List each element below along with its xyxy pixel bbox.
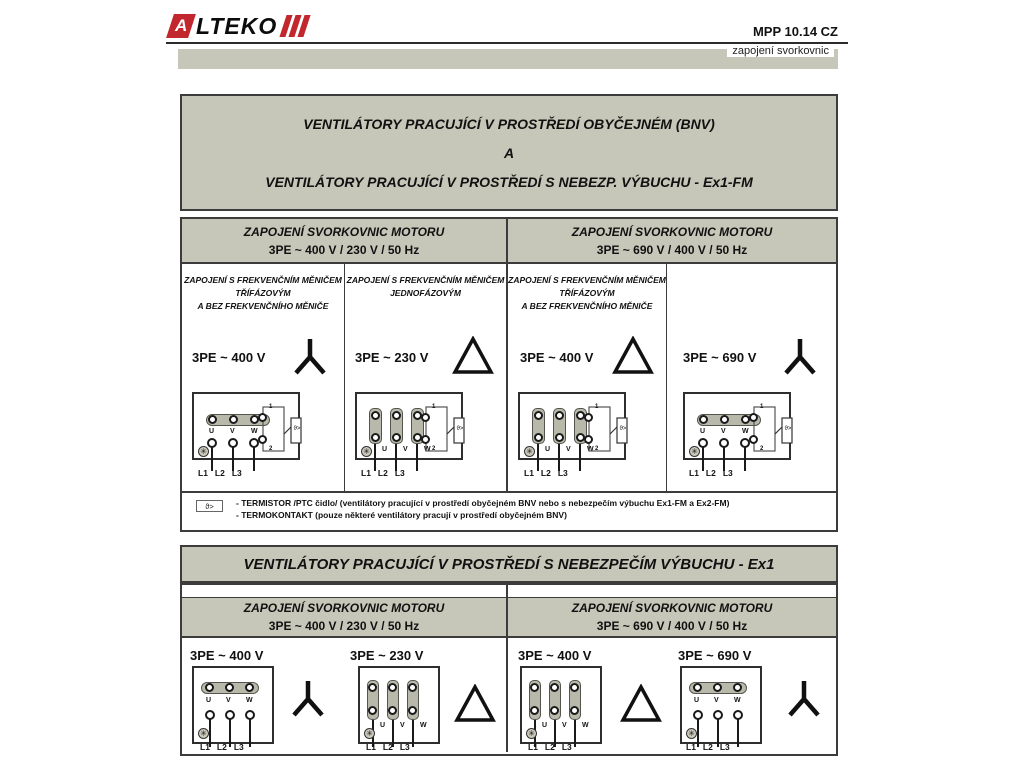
star-connection-icon bbox=[784, 678, 824, 720]
terminal-label-v: V bbox=[566, 446, 571, 453]
header-voltage: 3PE ~ 690 V / 400 V / 50 Hz bbox=[596, 242, 748, 257]
header-gray-bar bbox=[178, 45, 838, 69]
terminal-circle bbox=[229, 415, 238, 424]
header-title: ZAPOJENÍ SVORKOVNIC MOTORU bbox=[571, 601, 773, 615]
diagram-column-4 bbox=[667, 264, 836, 491]
spacer-row bbox=[182, 585, 836, 598]
subheader: ZAPOJENÍ S FREKVENČNÍM MĚNIČEM JEDNOFÁZOVÝM bbox=[346, 275, 505, 298]
ground-screw-icon bbox=[361, 446, 372, 457]
terminal-circle bbox=[720, 415, 729, 424]
terminal-circle bbox=[371, 411, 380, 420]
ptc-terminal-1: 1 bbox=[269, 404, 273, 410]
phase-labels: L1 L2 L3 bbox=[689, 468, 733, 478]
terminal-circle bbox=[530, 683, 539, 692]
terminal-label-u: U bbox=[382, 446, 388, 453]
note-row bbox=[182, 491, 836, 530]
terminal-label-u: U bbox=[700, 428, 706, 435]
diagram-star-690 bbox=[667, 332, 836, 491]
ptc-terminal-1: 1 bbox=[595, 404, 599, 410]
terminal-circle bbox=[550, 706, 559, 715]
section1-table bbox=[180, 217, 838, 532]
diagram-column-1 bbox=[182, 264, 345, 491]
header-cell-left bbox=[182, 598, 508, 636]
voltage-label: 3PE ~ 400 V bbox=[518, 648, 592, 663]
phase-line bbox=[253, 447, 255, 471]
logo-text: LTEKO bbox=[196, 12, 278, 39]
header-title: ZAPOJENÍ SVORKOVNIC MOTORU bbox=[571, 224, 773, 239]
terminal-box bbox=[192, 392, 300, 460]
diagram-delta-400 bbox=[508, 332, 666, 491]
note-text: - TERMISTOR /PTC čidlo/ (ventilátory pracující v prostředí obyčejném BNV nebo s nebezpečím výbuchu Ex1-FM a Ex2-FM) - TERMOKONTAKT (pouze některé ventilátory pracují v prostředí obyčejném BNV) bbox=[236, 498, 730, 520]
ptc-theta-icon bbox=[782, 426, 794, 432]
diagram-star-400 bbox=[182, 332, 344, 491]
terminal-circle bbox=[388, 706, 397, 715]
terminal-label-v: V bbox=[230, 428, 235, 435]
terminal-circle bbox=[584, 435, 593, 444]
terminal-circle bbox=[713, 683, 722, 692]
ptc-theta-icon bbox=[454, 426, 466, 432]
voltage-label: 3PE ~ 690 V bbox=[683, 350, 757, 365]
delta-connection-icon bbox=[612, 336, 654, 376]
logo-bars-icon bbox=[280, 15, 311, 37]
header-cell-right bbox=[508, 598, 836, 636]
delta-connection-icon bbox=[620, 684, 662, 724]
terminal-circle bbox=[749, 413, 758, 422]
phase-line bbox=[412, 720, 414, 747]
thermistor-circuit bbox=[421, 402, 467, 460]
diagram-column-2 bbox=[345, 264, 508, 491]
section2-title: VENTILÁTORY PRACUJÍCÍ V PROSTŘEDÍ S NEBEZPEČÍM VÝBUCHU - Ex1 bbox=[180, 545, 838, 583]
ground-screw-icon bbox=[689, 446, 700, 457]
delta-connection-icon bbox=[452, 336, 494, 376]
phase-labels: L1 L2 L3 bbox=[198, 468, 242, 478]
terminal-box: U V W ✳ bbox=[192, 666, 274, 744]
thermistor-circuit bbox=[749, 402, 795, 460]
terminal-circle bbox=[392, 411, 401, 420]
phase-line bbox=[249, 719, 251, 747]
voltage-label: 3PE ~ 400 V bbox=[190, 648, 264, 663]
star-connection-icon bbox=[780, 336, 820, 378]
terminal-box: U V W ✳ bbox=[680, 666, 762, 744]
terminal-circle bbox=[534, 411, 543, 420]
header-rule bbox=[166, 42, 848, 44]
phase-line bbox=[579, 444, 581, 471]
section1-header-row bbox=[182, 219, 836, 264]
terminal-label-u: U bbox=[209, 428, 215, 435]
terminal-circle bbox=[392, 433, 401, 442]
header-title: ZAPOJENÍ SVORKOVNIC MOTORU bbox=[243, 601, 445, 615]
section2-diagram-row bbox=[182, 638, 836, 752]
terminal-circle bbox=[555, 411, 564, 420]
terminal-circle bbox=[408, 683, 417, 692]
section1-title-line1: VENTILÁTORY PRACUJÍCÍ V PROSTŘEDÍ OBYČEJNÉM (BNV) bbox=[303, 115, 715, 132]
ground-screw-icon bbox=[524, 446, 535, 457]
diagram-delta-230 bbox=[345, 332, 506, 491]
terminal-circle bbox=[368, 706, 377, 715]
phase-line bbox=[737, 719, 739, 747]
terminal-circle bbox=[534, 433, 543, 442]
phase-line bbox=[558, 444, 560, 471]
terminal-circle bbox=[749, 435, 758, 444]
voltage-label: 3PE ~ 690 V bbox=[678, 648, 752, 663]
delta-connection-icon bbox=[454, 684, 496, 724]
terminal-circle bbox=[699, 415, 708, 424]
section1-title-line2: A bbox=[503, 144, 515, 161]
phase-line bbox=[744, 447, 746, 471]
phase-line bbox=[374, 444, 376, 471]
section2-table bbox=[180, 583, 838, 756]
header-cell-right bbox=[508, 219, 836, 262]
terminal-circle bbox=[368, 683, 377, 692]
terminal-circle bbox=[245, 683, 254, 692]
ground-screw-icon bbox=[364, 728, 375, 739]
section2-cell-right bbox=[508, 638, 836, 752]
header-title: ZAPOJENÍ SVORKOVNIC MOTORU bbox=[243, 224, 445, 239]
terminal-box: U V W ✳ bbox=[358, 666, 440, 744]
subheader: ZAPOJENÍ S FREKVENČNÍM MĚNIČEM TŘÍFÁZOVÝM A BEZ FREKVENČNÍHO MĚNIČE bbox=[508, 275, 666, 311]
ptc-theta-icon bbox=[291, 426, 303, 432]
terminal-label-u: U bbox=[545, 446, 551, 453]
star-connection-icon bbox=[288, 678, 328, 720]
terminal-circle bbox=[421, 435, 430, 444]
voltage-label: 3PE ~ 400 V bbox=[520, 350, 594, 365]
ptc-theta-icon bbox=[617, 426, 629, 432]
thermistor-circuit bbox=[258, 402, 304, 460]
terminal-circle bbox=[205, 683, 214, 692]
terminal-circle bbox=[208, 415, 217, 424]
section1-title-line3: VENTILÁTORY PRACUJÍCÍ V PROSTŘEDÍ S NEBEZP. VÝBUCHU - Ex1-FM bbox=[265, 173, 753, 190]
terminal-circle bbox=[530, 706, 539, 715]
terminal-circle bbox=[225, 683, 234, 692]
ptc-terminal-1: 1 bbox=[432, 404, 436, 410]
ptc-terminal-2: 2 bbox=[595, 446, 599, 452]
terminal-label-v: V bbox=[721, 428, 726, 435]
terminal-circle bbox=[371, 433, 380, 442]
phase-labels: L1 L2 L3 bbox=[366, 742, 410, 752]
phase-line bbox=[395, 444, 397, 471]
phase-line bbox=[537, 444, 539, 471]
terminal-label-w: W bbox=[587, 446, 594, 453]
thermistor-symbol-box: ϑ> bbox=[196, 500, 223, 512]
header-voltage: 3PE ~ 400 V / 230 V / 50 Hz bbox=[268, 242, 420, 257]
terminal-circle bbox=[570, 683, 579, 692]
terminal-circle bbox=[408, 706, 417, 715]
terminal-circle bbox=[258, 435, 267, 444]
terminal-label-w: W bbox=[424, 446, 431, 453]
star-connection-icon bbox=[290, 336, 330, 378]
terminal-circle bbox=[584, 413, 593, 422]
terminal-box bbox=[518, 392, 626, 460]
header-voltage: 3PE ~ 400 V / 230 V / 50 Hz bbox=[268, 619, 420, 633]
phase-labels: L1 L2 L3 bbox=[524, 468, 568, 478]
terminal-label-v: V bbox=[403, 446, 408, 453]
terminal-circle bbox=[693, 683, 702, 692]
phase-line bbox=[574, 720, 576, 747]
terminal-circle bbox=[570, 706, 579, 715]
phase-labels: L1 L2 L3 bbox=[200, 742, 244, 752]
voltage-label: 3PE ~ 230 V bbox=[350, 648, 424, 663]
logo-mark bbox=[166, 14, 196, 38]
phase-line bbox=[416, 444, 418, 471]
diagram-column-3 bbox=[508, 264, 667, 491]
thermistor-circuit bbox=[584, 402, 630, 460]
section1-title bbox=[180, 94, 838, 211]
section1-diagram-row bbox=[182, 264, 836, 491]
header-voltage: 3PE ~ 690 V / 400 V / 50 Hz bbox=[596, 619, 748, 633]
ground-screw-icon bbox=[198, 728, 209, 739]
logo-letter-a: A bbox=[174, 16, 188, 35]
ptc-terminal-2: 2 bbox=[432, 446, 436, 452]
section2-cell-left bbox=[182, 638, 508, 752]
terminal-circle bbox=[555, 433, 564, 442]
terminal-box: U V W ✳ bbox=[520, 666, 602, 744]
terminal-circle bbox=[733, 683, 742, 692]
voltage-label: 3PE ~ 230 V bbox=[355, 350, 429, 365]
ground-screw-icon bbox=[686, 728, 697, 739]
doc-code: MPP 10.14 CZ bbox=[752, 24, 838, 39]
terminal-circle bbox=[388, 683, 397, 692]
alteko-logo bbox=[170, 12, 307, 40]
ground-screw-icon bbox=[198, 446, 209, 457]
terminal-label-w: W bbox=[742, 428, 749, 435]
terminal-circle bbox=[421, 413, 430, 422]
ground-screw-icon bbox=[526, 728, 537, 739]
terminal-circle bbox=[550, 683, 559, 692]
section2-header-row bbox=[182, 598, 836, 638]
subheader: ZAPOJENÍ S FREKVENČNÍM MĚNIČEM TŘÍFÁZOVÝM A BEZ FREKVENČNÍHO MĚNIČE bbox=[184, 275, 342, 311]
terminal-box bbox=[683, 392, 791, 460]
ptc-terminal-2: 2 bbox=[269, 446, 273, 452]
terminal-box bbox=[355, 392, 463, 460]
header-cell-left bbox=[182, 219, 508, 262]
page-subtitle: zapojení svorkovnic bbox=[727, 45, 834, 57]
voltage-label: 3PE ~ 400 V bbox=[192, 350, 266, 365]
terminal-circle bbox=[258, 413, 267, 422]
subheader bbox=[667, 264, 836, 332]
phase-labels: L1 L2 L3 bbox=[361, 468, 405, 478]
phase-labels: L1 L2 L3 bbox=[528, 742, 572, 752]
phase-labels: L1 L2 L3 bbox=[686, 742, 730, 752]
ptc-terminal-2: 2 bbox=[760, 446, 764, 452]
terminal-label-w: W bbox=[251, 428, 258, 435]
ptc-terminal-1: 1 bbox=[760, 404, 764, 410]
